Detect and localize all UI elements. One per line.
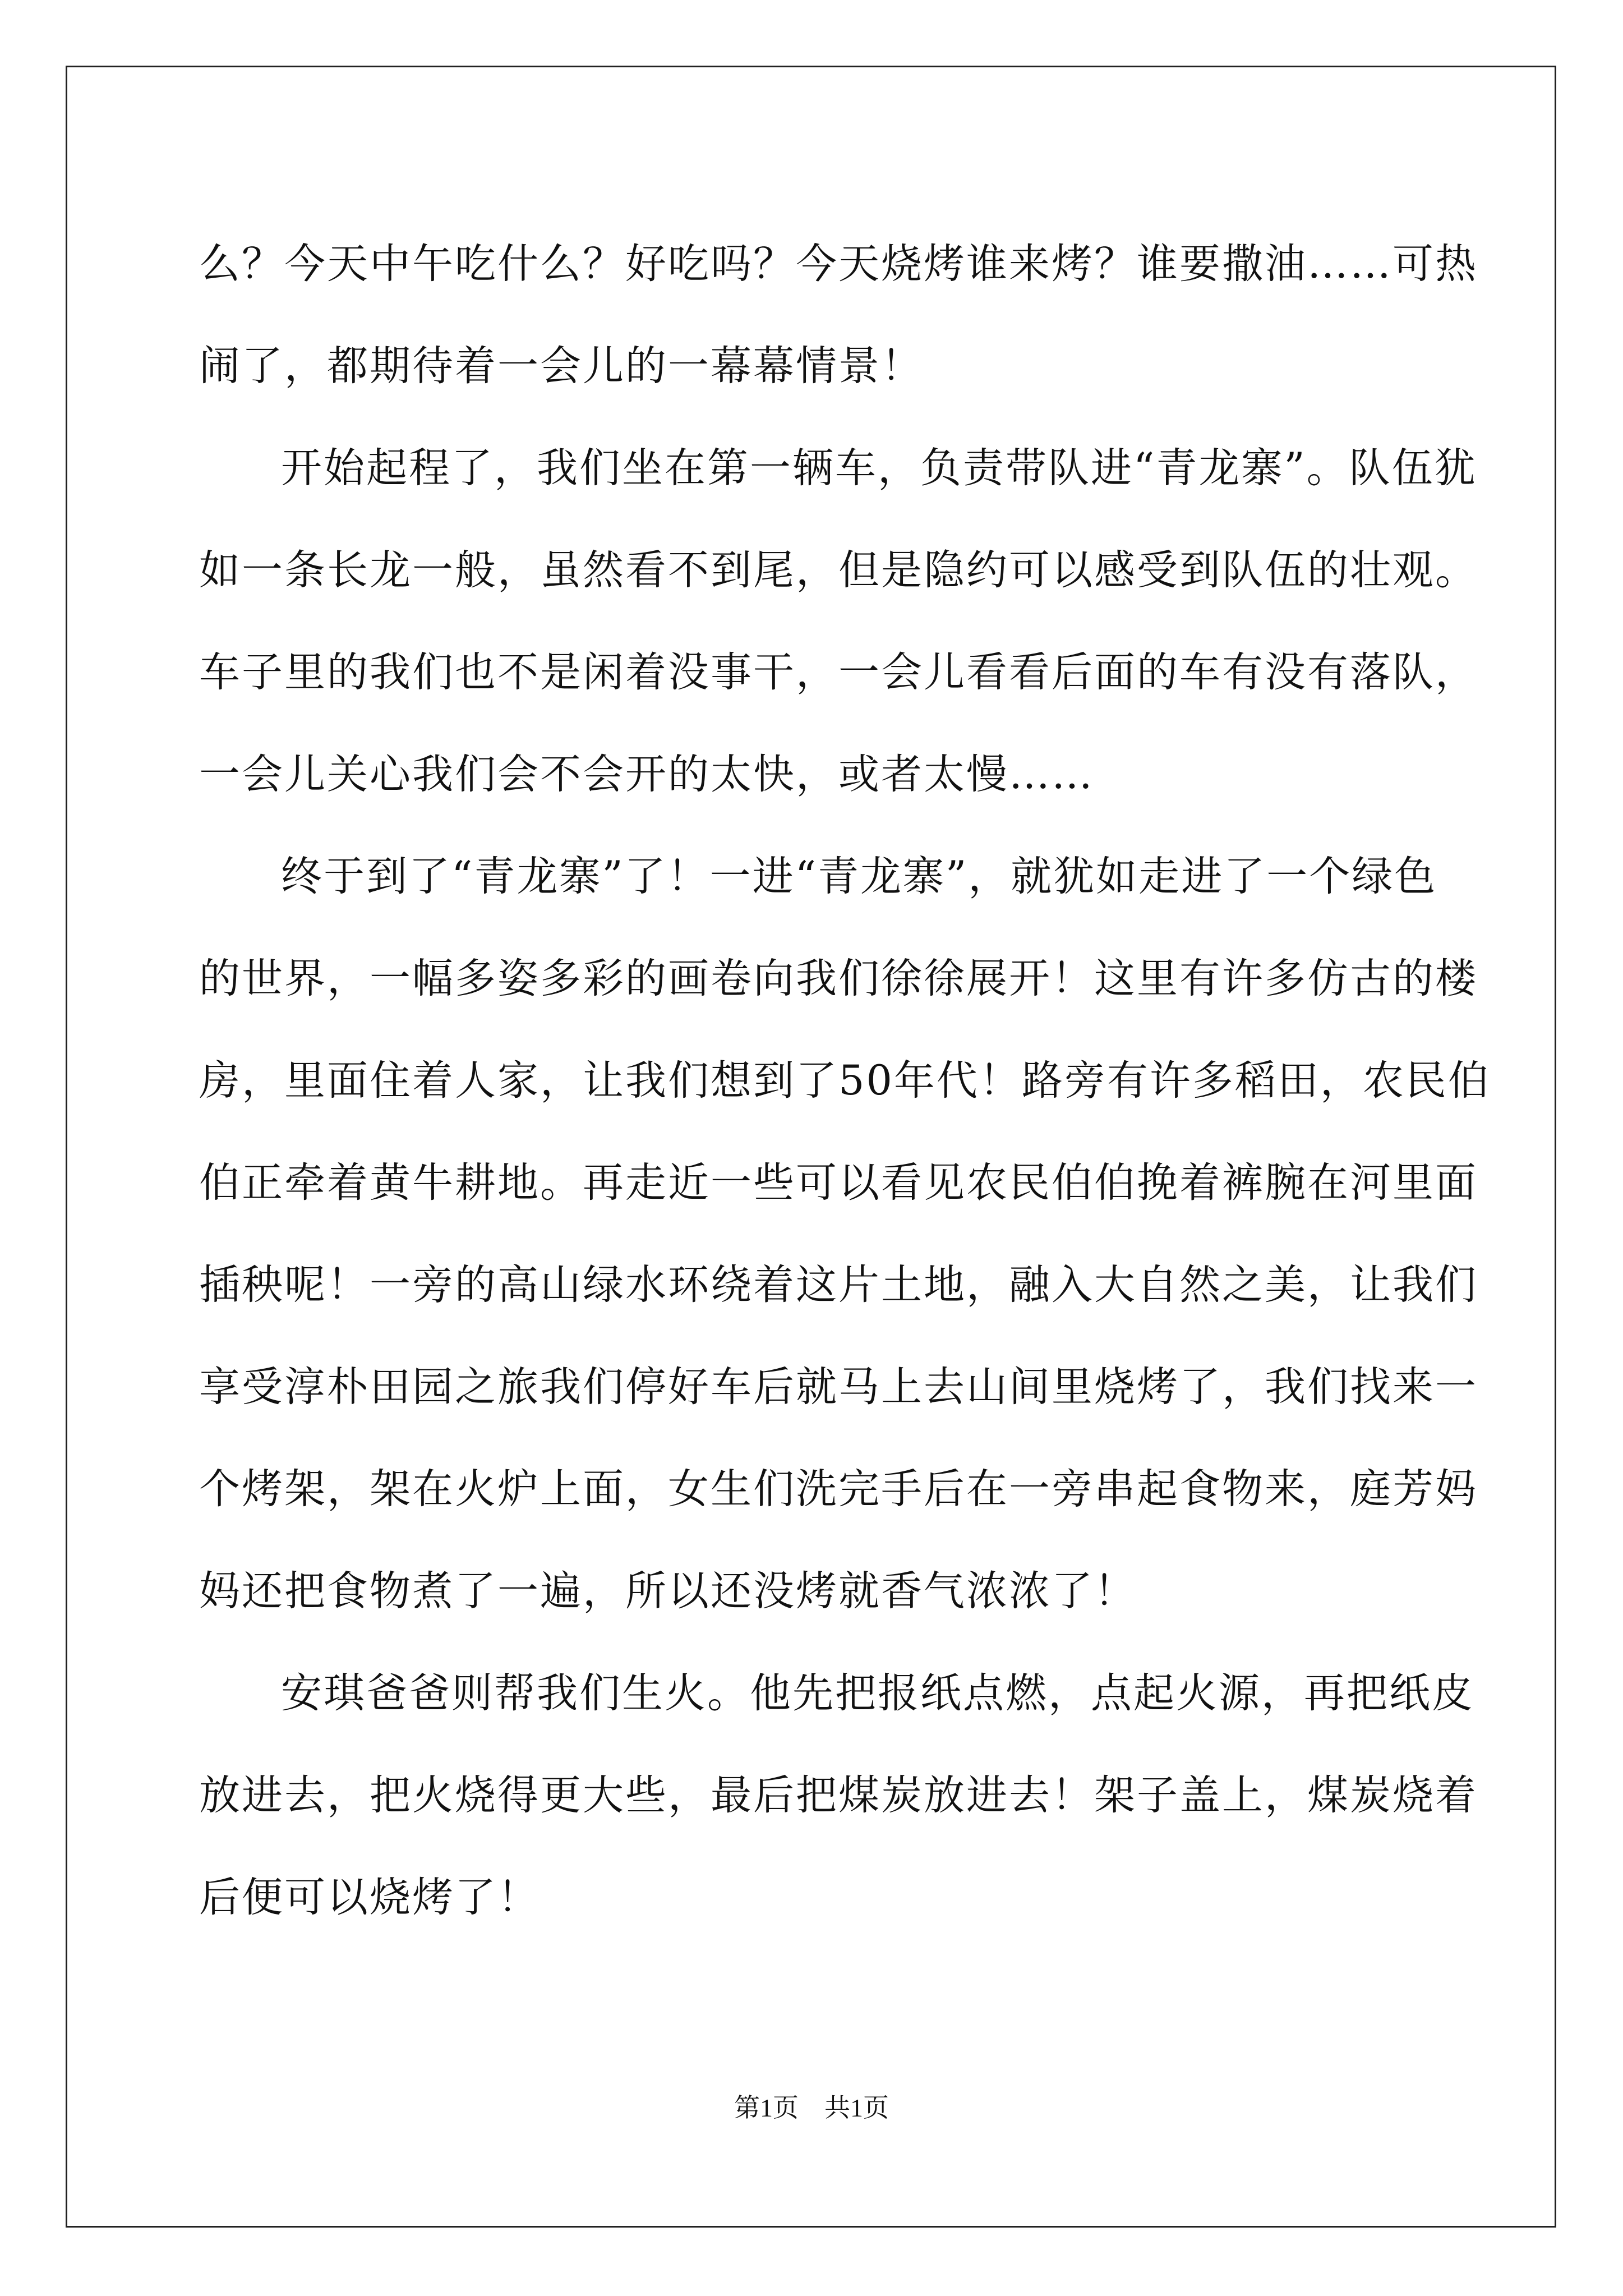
document-body bbox=[199, 213, 1491, 1949]
paragraph-start-line: 终于到了“青龙寨”了！一进“青龙寨”，就犹如走进了一个绿色 bbox=[281, 853, 1437, 900]
text-line: 放进去，把火烧得更大些，最后把煤炭放进去！架子盖上，煤炭烧着 bbox=[199, 1772, 1478, 1819]
text-line: 一会儿关心我们会不会开的太快，或者太慢…… bbox=[199, 751, 1094, 798]
text-line: 车子里的我们也不是闲着没事干，一会儿看看后面的车有没有落队， bbox=[199, 648, 1478, 696]
total-pages-label: 共1页 bbox=[824, 2093, 889, 2122]
text-line: 的世界，一幅多姿多彩的画卷向我们徐徐展开！这里有许多仿古的楼 bbox=[199, 955, 1478, 1002]
text-line: 如一条长龙一般，虽然看不到尾，但是隐约可以感受到队伍的壮观。 bbox=[199, 546, 1478, 594]
text-line: 么？今天中午吃什么？好吃吗？今天烧烤谁来烤？谁要撒油……可热 bbox=[199, 240, 1478, 288]
text-line: 享受淳朴田园之旅我们停好车后就马上去山间里烧烤了，我们找来一 bbox=[199, 1363, 1478, 1411]
text-line: 妈还把食物煮了一遍，所以还没烤就香气浓浓了！ bbox=[199, 1567, 1137, 1615]
current-page-label: 第1页 bbox=[734, 2093, 799, 2122]
text-line: 房，里面住着人家，让我们想到了50年代！路旁有许多稻田，农民伯 bbox=[199, 1057, 1491, 1105]
text-line: 后便可以烧烤了！ bbox=[199, 1874, 540, 1921]
text-line: 伯正牵着黄牛耕地。再走近一些可以看见农民伯伯挽着裤腕在河里面 bbox=[199, 1159, 1478, 1207]
text-line: 闹了，都期待着一会儿的一幕幕情景！ bbox=[199, 342, 924, 390]
text-line: 插秧呢！一旁的高山绿水环绕着这片土地，融入大自然之美，让我们 bbox=[199, 1261, 1478, 1309]
page-footer bbox=[0, 2091, 1623, 2125]
paragraph-start-line: 安琪爸爸则帮我们生火。他先把报纸点燃，点起火源，再把纸皮 bbox=[281, 1669, 1474, 1717]
text-line: 个烤架，架在火炉上面，女生们洗完手后在一旁串起食物来，庭芳妈 bbox=[199, 1465, 1478, 1513]
paragraph-start-line: 开始起程了，我们坐在第一辆车，负责带队进“青龙寨”。队伍犹 bbox=[281, 444, 1477, 492]
